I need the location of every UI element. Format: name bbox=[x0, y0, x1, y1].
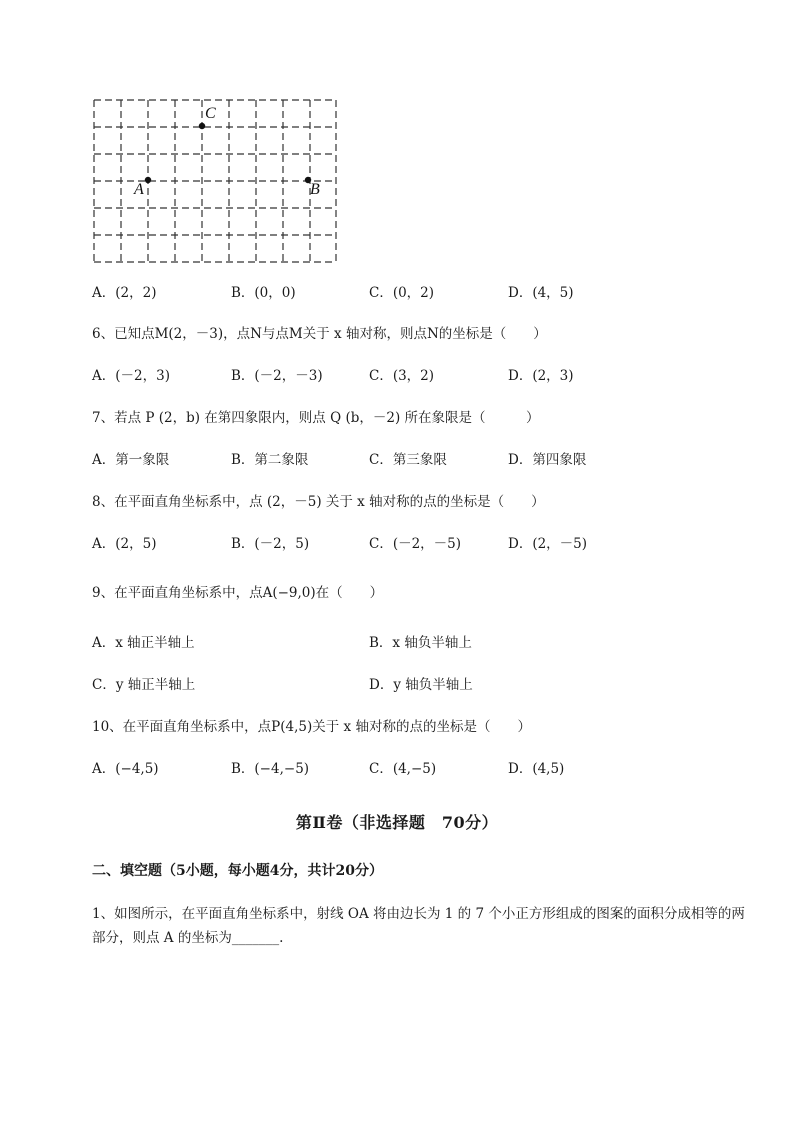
label-a: A bbox=[134, 181, 144, 198]
q7-option-d[interactable]: D．第四象限 bbox=[508, 452, 587, 468]
q5-option-d[interactable]: D．(4，5) bbox=[508, 285, 574, 301]
q7-option-a[interactable]: A．第一象限 bbox=[92, 452, 170, 468]
q9-option-c[interactable]: C．y 轴正半轴上 bbox=[92, 677, 196, 693]
q7-option-c[interactable]: C．第三象限 bbox=[369, 452, 447, 468]
q6-option-c[interactable]: C．(3，2) bbox=[369, 368, 435, 384]
q9-stem: 9、在平面直角坐标系中，点A(−9,0)在（ ） bbox=[92, 585, 384, 601]
q9-option-d[interactable]: D．y 轴负半轴上 bbox=[369, 677, 473, 693]
q6-option-a[interactable]: A．(－2，3) bbox=[92, 368, 170, 384]
label-b: B bbox=[310, 181, 320, 198]
q10-option-a[interactable]: A．(−4,5) bbox=[92, 761, 159, 777]
q7-option-b[interactable]: B．第二象限 bbox=[231, 452, 309, 468]
section-2-title: 第Ⅱ卷（非选择题 70分） bbox=[295, 813, 499, 832]
q8-option-a[interactable]: A．(2，5) bbox=[92, 536, 157, 552]
label-c: C bbox=[205, 105, 216, 122]
q5-option-c[interactable]: C．(0，2) bbox=[369, 285, 435, 301]
q6-option-d[interactable]: D．(2，3) bbox=[508, 368, 574, 384]
point-c bbox=[199, 123, 205, 129]
q10-stem: 10、在平面直角坐标系中，点P(4,5)关于 x 轴对称的点的坐标是（ ） bbox=[92, 719, 531, 735]
q9-option-b[interactable]: B．x 轴负半轴上 bbox=[369, 635, 472, 651]
point-a bbox=[145, 177, 151, 183]
q10-option-d[interactable]: D．(4,5) bbox=[508, 761, 565, 777]
q5-option-b[interactable]: B．(0，0) bbox=[231, 285, 296, 301]
q10-option-b[interactable]: B．(−4,−5) bbox=[231, 761, 310, 777]
dashed-grid-figure bbox=[92, 98, 342, 266]
q7-stem: 7、若点 P (2，b) 在第四象限内，则点 Q (b，－2) 所在象限是（ ） bbox=[92, 410, 540, 426]
q8-option-d[interactable]: D．(2，－5) bbox=[508, 536, 588, 552]
q8-option-c[interactable]: C．(－2，－5) bbox=[369, 536, 462, 552]
q8-option-b[interactable]: B．(－2，5) bbox=[231, 536, 310, 552]
q6-stem: 6、已知点M(2，－3)，点N与点M关于 x 轴对称，则点N的坐标是（ ） bbox=[92, 326, 547, 342]
q6-option-b[interactable]: B．(－2，－3) bbox=[231, 368, 323, 384]
q10-option-c[interactable]: C．(4,−5) bbox=[369, 761, 437, 777]
q9-option-a[interactable]: A．x 轴正半轴上 bbox=[92, 635, 195, 651]
q8-stem: 8、在平面直角坐标系中，点 (2，－5) 关于 x 轴对称的点的坐标是（ ） bbox=[92, 494, 545, 510]
fill-in-part-title: 二、填空题（5小题，每小题4分，共计20分） bbox=[92, 863, 383, 879]
fill-in-question-1: 1、如图所示，在平面直角坐标系中，射线 OA 将由边长为 1 的 7 个小正方形组成的图案的面积分成相等的两部分，则点 A 的坐标为_______. bbox=[92, 906, 745, 946]
grid-lines bbox=[94, 100, 336, 262]
q5-option-a[interactable]: A．(2，2) bbox=[92, 285, 157, 301]
